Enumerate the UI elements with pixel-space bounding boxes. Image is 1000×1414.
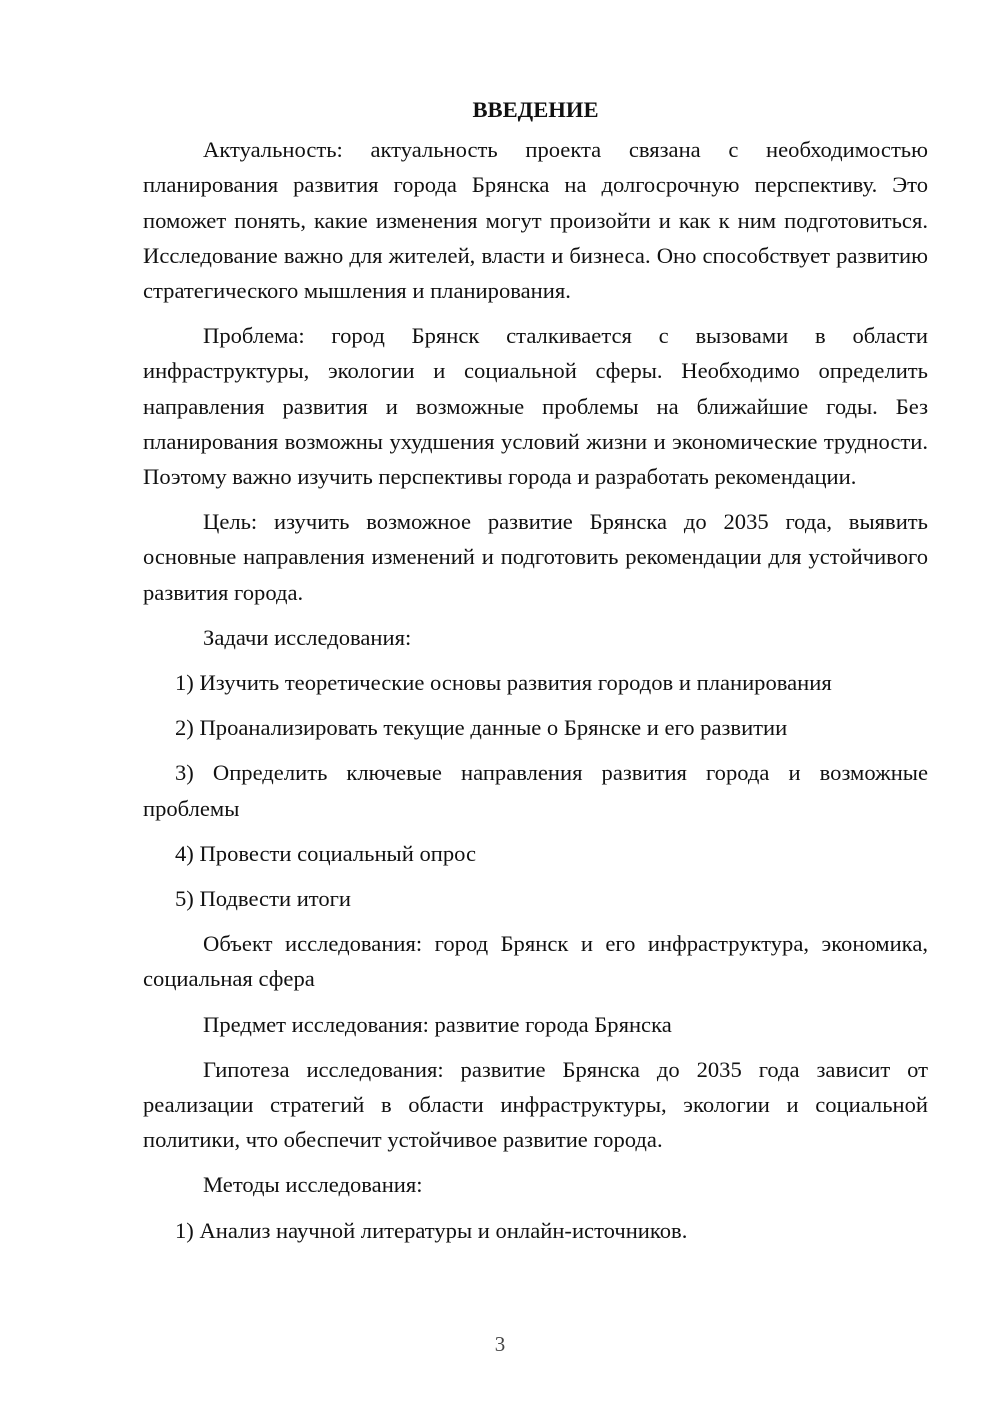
paragraph-hypothesis: Гипотеза исследования: развитие Брянска до 2035 года зависит от реализации стратегий в области инфраструктуры, экологии и социальной политики, что обеспечит устойчивое развитие города. <box>143 1056 928 1153</box>
page-title: ВВЕДЕНИЕ <box>472 97 599 122</box>
paragraph-relevance: Актуальность: актуальность проекта связана с необходимостью планирования развития города Брянска на долгосрочную перспективу. Это поможет понять, какие изменения могут произойти и как к ним подготовиться. Исследование важно для жителей, власти и бизнеса. Оно способствует развитию стратегического мышления и планирования. <box>143 137 928 304</box>
paragraph-subject: Предмет исследования: развитие города Брянска <box>203 1011 672 1037</box>
task-item-3: 3) Определить ключевые направления развития города и возможные проблемы <box>143 760 928 821</box>
paragraph-problem: Проблема: город Брянск сталкивается с вызовами в области инфраструктуры, экологии и социальной сферы. Необходимо определить направления развития и возможные проблемы на ближайшие годы. Без планирования возможны ухудшения условий жизни и экономические трудности. Поэтому важно изучить перспективы города и разработать рекомендации. <box>143 323 928 490</box>
task-item-4: 4) Провести социальный опрос <box>175 840 477 866</box>
document-page <box>143 92 928 1258</box>
task-item-5: 5) Подвести итоги <box>175 886 352 912</box>
paragraph-goal: Цель: изучить возможное развитие Брянска до 2035 года, выявить основные направления изменений и подготовить рекомендации для устойчивого развития города. <box>143 509 928 605</box>
page-number: 3 <box>494 1332 506 1356</box>
paragraph-object: Объект исследования: город Брянск и его инфраструктура, экономика, социальная сфера <box>143 931 928 992</box>
tasks-heading: Задачи исследования: <box>203 624 412 650</box>
method-item-1: 1) Анализ научной литературы и онлайн-источников. <box>175 1217 688 1243</box>
task-item-2: 2) Проанализировать текущие данные о Брянске и его развитии <box>175 715 788 741</box>
methods-heading: Методы исследования: <box>203 1172 423 1198</box>
task-item-1: 1) Изучить теоретические основы развития городов и планирования <box>175 670 832 696</box>
